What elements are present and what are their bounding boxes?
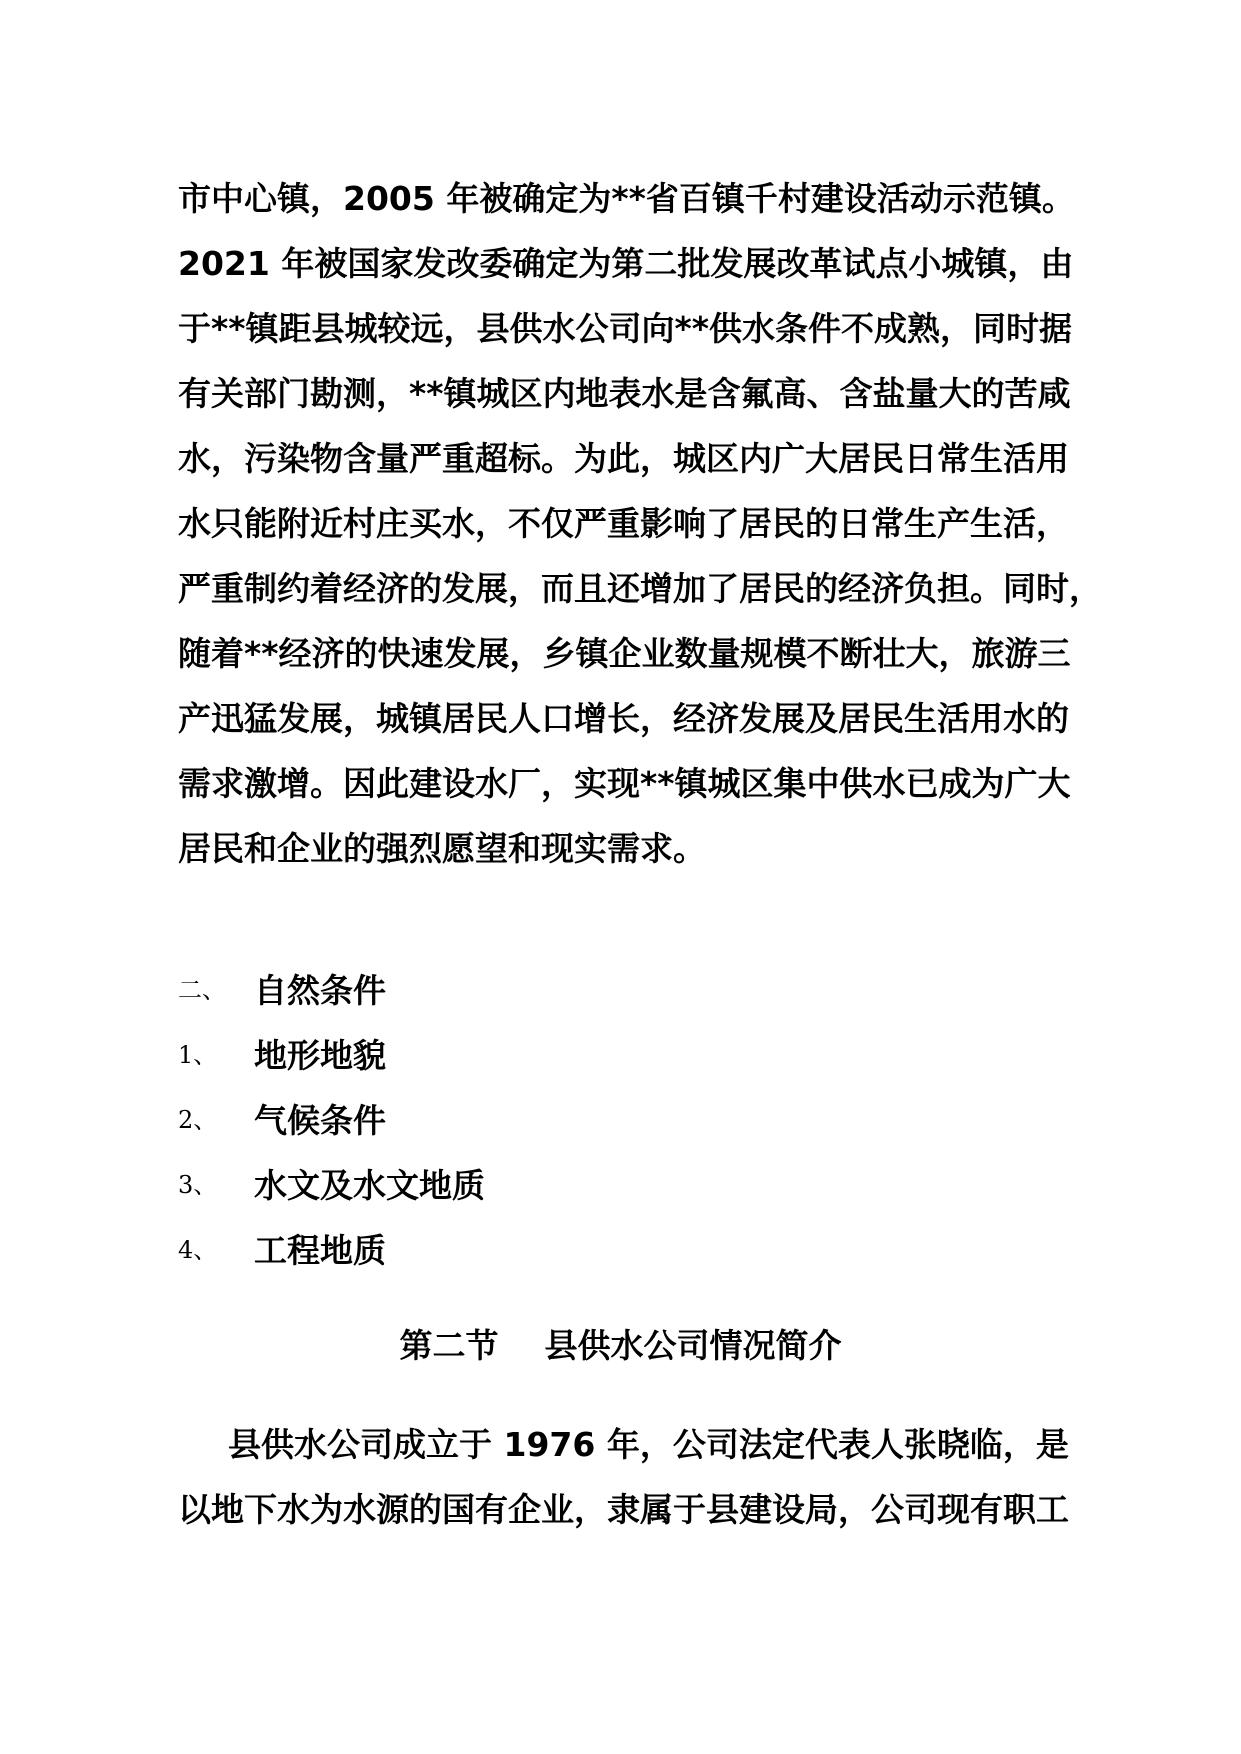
item-number: 4、 — [178, 1236, 218, 1264]
outline-item-climate — [178, 1088, 386, 1153]
paragraph-line: 产迅猛发展，城镇居民人口增长，经济发展及居民生活用水的 — [178, 699, 1069, 738]
section-number: 二、 — [178, 976, 226, 1004]
section-title: 第二节 县供水公司情况简介 — [399, 1326, 842, 1365]
paragraph-line: 市中心镇，2005 年被确定为**省百镇千村建设活动示范镇。 — [178, 179, 1075, 218]
paragraph-line: 有关部门勘测，**镇城区内地表水是含氟高、含盐量大的苦咸 — [178, 374, 1071, 413]
paragraph-line: 随着**经济的快速发展，乡镇企业数量规模不断壮大，旅游三 — [178, 634, 1071, 673]
item-text: 地形地貌 — [254, 1036, 386, 1075]
item-text: 工程地质 — [254, 1231, 386, 1270]
item-text: 水文及水文地质 — [254, 1166, 485, 1205]
paragraph-line: 2021 年被国家发改委确定为第二批发展改革试点小城镇，由 — [178, 244, 1074, 283]
paragraph-line: 以地下水为水源的国有企业，隶属于县建设局，公司现有职工 — [178, 1490, 1069, 1529]
outline-item-geology — [178, 1218, 386, 1283]
paragraph-line: 水只能附近村庄买水，不仅严重影响了居民的日常生产生活， — [178, 504, 1069, 543]
section-heading-natural-conditions — [178, 958, 386, 1023]
company-paragraph — [178, 1412, 1068, 1542]
paragraph-line: 严重制约着经济的发展，而且还增加了居民的经济负担。同时， — [178, 569, 1102, 608]
paragraph-line: 水，污染物含量严重超标。为此，城区内广大居民日常生活用 — [178, 439, 1069, 478]
paragraph-line: 需求激增。因此建设水厂，实现**镇城区集中供水已成为广大 — [178, 764, 1071, 803]
item-number: 3、 — [178, 1171, 218, 1199]
outline-item-hydrology — [178, 1153, 485, 1218]
intro-paragraph — [178, 166, 1102, 881]
item-text: 气候条件 — [254, 1101, 386, 1140]
outline-item-terrain — [178, 1023, 386, 1088]
section-heading-text: 自然条件 — [254, 971, 386, 1010]
paragraph-line: 于**镇距县城较远，县供水公司向**供水条件不成熟，同时据 — [178, 309, 1073, 348]
item-number: 1、 — [178, 1041, 218, 1069]
paragraph-line: 县供水公司成立于 1976 年，公司法定代表人张晓临，是 — [228, 1425, 1069, 1464]
paragraph-line: 居民和企业的强烈愿望和现实需求。 — [178, 829, 706, 868]
item-number: 2、 — [178, 1106, 218, 1134]
